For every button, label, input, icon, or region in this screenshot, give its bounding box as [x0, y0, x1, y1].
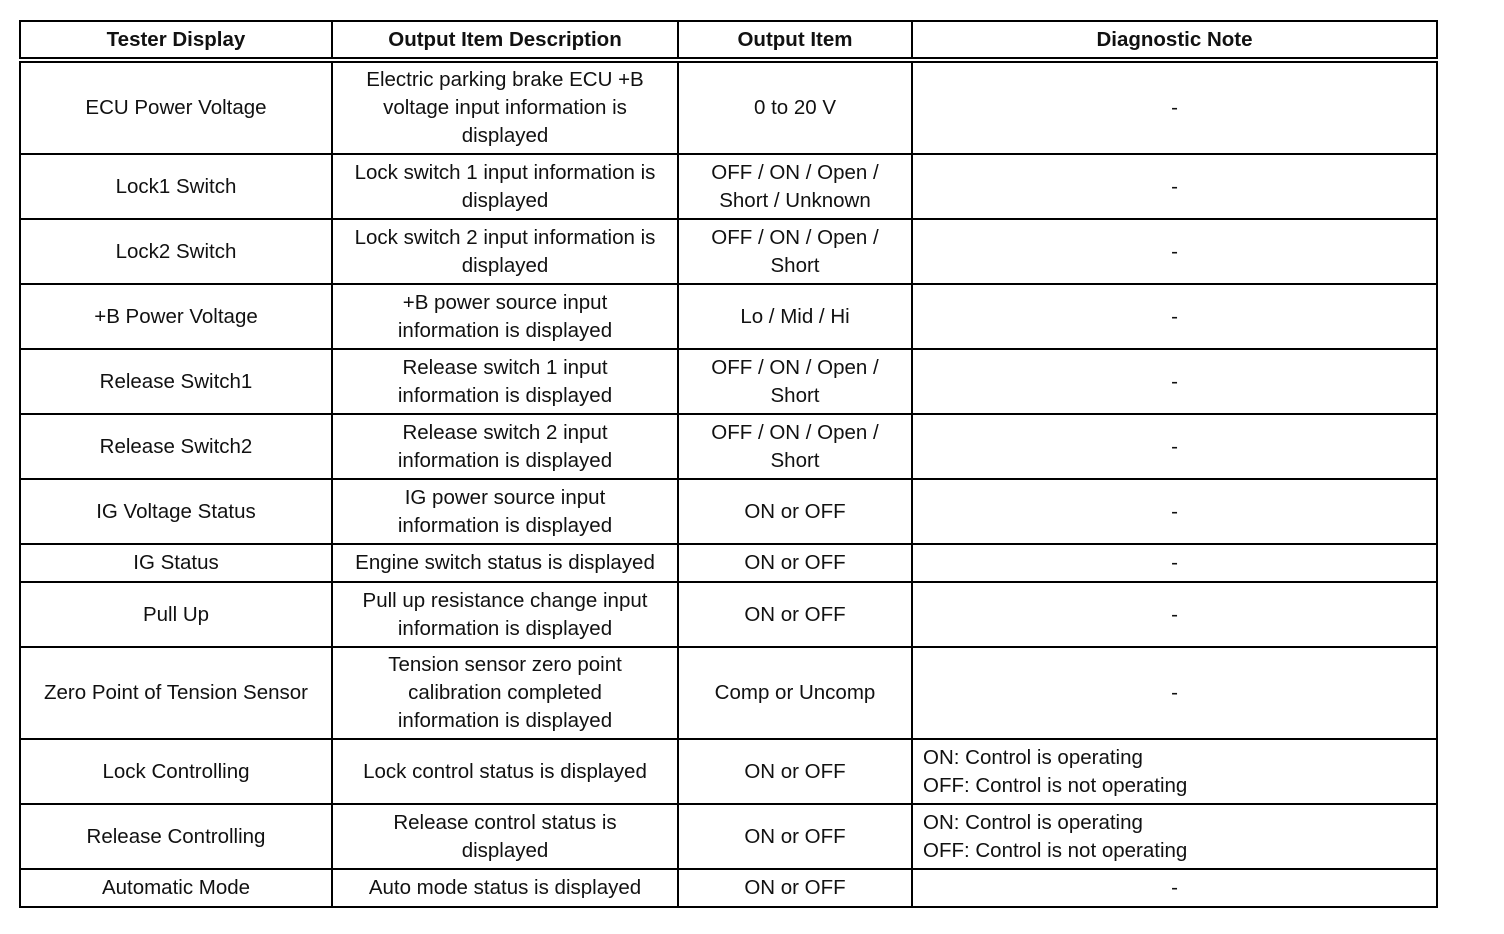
header-tester-display: Tester Display [20, 21, 332, 60]
cell-diagnostic-note [912, 582, 1437, 647]
cell-diagnostic-note-line: - [1171, 434, 1178, 458]
cell-tester-display: +B Power Voltage [20, 284, 332, 349]
cell-output-item-description [332, 479, 678, 544]
table-row [20, 154, 1437, 219]
cell-output-item-description [332, 544, 678, 582]
cell-diagnostic-note [912, 284, 1437, 349]
cell-output-item [678, 284, 912, 349]
cell-diagnostic-note-line: - [1171, 369, 1178, 393]
cell-output-item-description-line: displayed [461, 253, 549, 277]
cell-diagnostic-note [912, 804, 1437, 869]
table-row [20, 869, 1437, 907]
cell-output-item-line: ON or OFF [744, 824, 846, 848]
cell-output-item-description-line: Release control status is [393, 810, 617, 834]
cell-output-item-description [332, 154, 678, 219]
cell-output-item-line: Short [770, 383, 820, 407]
cell-output-item [678, 804, 912, 869]
cell-tester-display: IG Status [20, 544, 332, 582]
cell-tester-display: Release Controlling [20, 804, 332, 869]
cell-output-item-description-line: displayed [461, 124, 549, 147]
cell-output-item-description [332, 739, 678, 804]
cell-diagnostic-note-line: - [1171, 602, 1178, 626]
cell-output-item-description-line: Pull up resistance change input [362, 588, 648, 612]
cell-output-item-description [332, 804, 678, 869]
cell-diagnostic-note-line: - [1171, 681, 1178, 704]
cell-output-item [678, 739, 912, 804]
cell-output-item-description [332, 582, 678, 647]
cell-output-item [678, 582, 912, 647]
cell-output-item-line: Short [770, 253, 820, 277]
cell-diagnostic-note [912, 647, 1437, 739]
cell-output-item [678, 349, 912, 414]
cell-output-item-line: ON or OFF [744, 551, 846, 574]
cell-output-item-description-line: Lock switch 2 input information is [354, 225, 656, 249]
cell-output-item-line: ON or OFF [744, 602, 846, 626]
cell-output-item-line: ON or OFF [744, 759, 846, 783]
cell-output-item-description-line: information is displayed [397, 513, 613, 537]
cell-output-item-line: ON or OFF [744, 499, 846, 523]
cell-output-item-description-line: information is displayed [397, 709, 613, 732]
cell-diagnostic-note-line: ON: Control is operating [923, 810, 1143, 834]
cell-output-item-description [332, 284, 678, 349]
table-row [20, 804, 1437, 869]
cell-tester-display: Lock1 Switch [20, 154, 332, 219]
cell-output-item-description-line: Lock switch 1 input information is [354, 160, 656, 184]
cell-output-item-line: OFF / ON / Open / [711, 160, 879, 184]
cell-output-item-description-line: displayed [461, 838, 549, 862]
cell-output-item-description-line: Electric parking brake ECU +B [366, 68, 644, 91]
cell-diagnostic-note [912, 544, 1437, 582]
cell-diagnostic-note-line: - [1171, 304, 1178, 328]
cell-diagnostic-note-line: - [1171, 96, 1178, 119]
cell-output-item [678, 219, 912, 284]
cell-output-item [678, 647, 912, 739]
data-list-table [19, 20, 1438, 908]
table-row [20, 647, 1437, 739]
cell-output-item-description-line: information is displayed [397, 383, 613, 407]
cell-diagnostic-note-line: - [1171, 174, 1178, 198]
table-row [20, 284, 1437, 349]
cell-output-item-line: ON or OFF [744, 876, 846, 899]
cell-diagnostic-note [912, 869, 1437, 907]
cell-output-item-description-line: Auto mode status is displayed [368, 876, 642, 899]
cell-diagnostic-note [912, 479, 1437, 544]
cell-diagnostic-note [912, 349, 1437, 414]
cell-output-item-description-line: information is displayed [397, 318, 613, 342]
cell-output-item-line: OFF / ON / Open / [711, 355, 879, 379]
cell-tester-display: Pull Up [20, 582, 332, 647]
table-row [20, 479, 1437, 544]
cell-tester-display: ECU Power Voltage [20, 60, 332, 154]
cell-output-item-line: Comp or Uncomp [714, 681, 876, 704]
cell-output-item-description [332, 647, 678, 739]
data-list-table-container [19, 20, 1436, 908]
cell-output-item-description-line: calibration completed [408, 681, 602, 704]
cell-output-item [678, 154, 912, 219]
cell-diagnostic-note-line: OFF: Control is not operating [923, 773, 1188, 797]
cell-output-item-description-line: Engine switch status is displayed [355, 551, 655, 574]
cell-output-item-description-line: Release switch 2 input [402, 420, 608, 444]
cell-output-item-line: OFF / ON / Open / [711, 420, 879, 444]
cell-tester-display: Release Switch1 [20, 349, 332, 414]
cell-output-item-line: OFF / ON / Open / [711, 225, 879, 249]
cell-diagnostic-note [912, 154, 1437, 219]
cell-tester-display: Lock Controlling [20, 739, 332, 804]
cell-output-item-description [332, 349, 678, 414]
cell-output-item [678, 544, 912, 582]
cell-diagnostic-note [912, 739, 1437, 804]
header-diagnostic-note: Diagnostic Note [912, 21, 1437, 60]
table-body [20, 60, 1437, 907]
table-row [20, 582, 1437, 647]
table-row [20, 349, 1437, 414]
cell-output-item [678, 60, 912, 154]
cell-output-item [678, 869, 912, 907]
cell-output-item-description [332, 219, 678, 284]
cell-output-item-description-line: displayed [461, 188, 549, 212]
table-header-row [20, 21, 1437, 60]
cell-diagnostic-note-line: - [1171, 499, 1178, 523]
cell-output-item-description-line: Release switch 1 input [402, 355, 608, 379]
cell-diagnostic-note-line: OFF: Control is not operating [923, 838, 1188, 862]
cell-diagnostic-note [912, 219, 1437, 284]
cell-output-item-description [332, 60, 678, 154]
cell-diagnostic-note-line: - [1171, 239, 1178, 263]
table-row [20, 219, 1437, 284]
header-output-item: Output Item [678, 21, 912, 60]
table-row [20, 739, 1437, 804]
cell-diagnostic-note-line: ON: Control is operating [923, 745, 1143, 769]
cell-output-item [678, 414, 912, 479]
cell-output-item-description-line: +B power source input [402, 290, 608, 314]
cell-output-item-description-line: information is displayed [397, 448, 613, 472]
cell-output-item-description-line: Tension sensor zero point [388, 653, 622, 676]
cell-output-item-description-line: IG power source input [404, 485, 606, 509]
cell-output-item-description [332, 414, 678, 479]
cell-tester-display: Automatic Mode [20, 869, 332, 907]
table-row [20, 60, 1437, 154]
cell-tester-display: Lock2 Switch [20, 219, 332, 284]
table-row [20, 414, 1437, 479]
cell-output-item-line: 0 to 20 V [753, 96, 837, 119]
cell-diagnostic-note [912, 414, 1437, 479]
cell-tester-display: Zero Point of Tension Sensor [20, 647, 332, 739]
cell-output-item [678, 479, 912, 544]
cell-output-item-line: Short [770, 448, 820, 472]
cell-tester-display: IG Voltage Status [20, 479, 332, 544]
cell-output-item-description [332, 869, 678, 907]
cell-output-item-description-line: information is displayed [397, 616, 613, 640]
table-row [20, 544, 1437, 582]
header-output-item-description: Output Item Description [332, 21, 678, 60]
cell-output-item-line: Short / Unknown [719, 188, 871, 212]
cell-output-item-line: Lo / Mid / Hi [740, 304, 850, 328]
cell-diagnostic-note-line: - [1171, 551, 1178, 574]
cell-diagnostic-note [912, 60, 1437, 154]
cell-diagnostic-note-line: - [1171, 876, 1178, 899]
cell-output-item-description-line: voltage input information is [383, 96, 627, 119]
cell-tester-display: Release Switch2 [20, 414, 332, 479]
cell-output-item-description-line: Lock control status is displayed [363, 759, 647, 783]
